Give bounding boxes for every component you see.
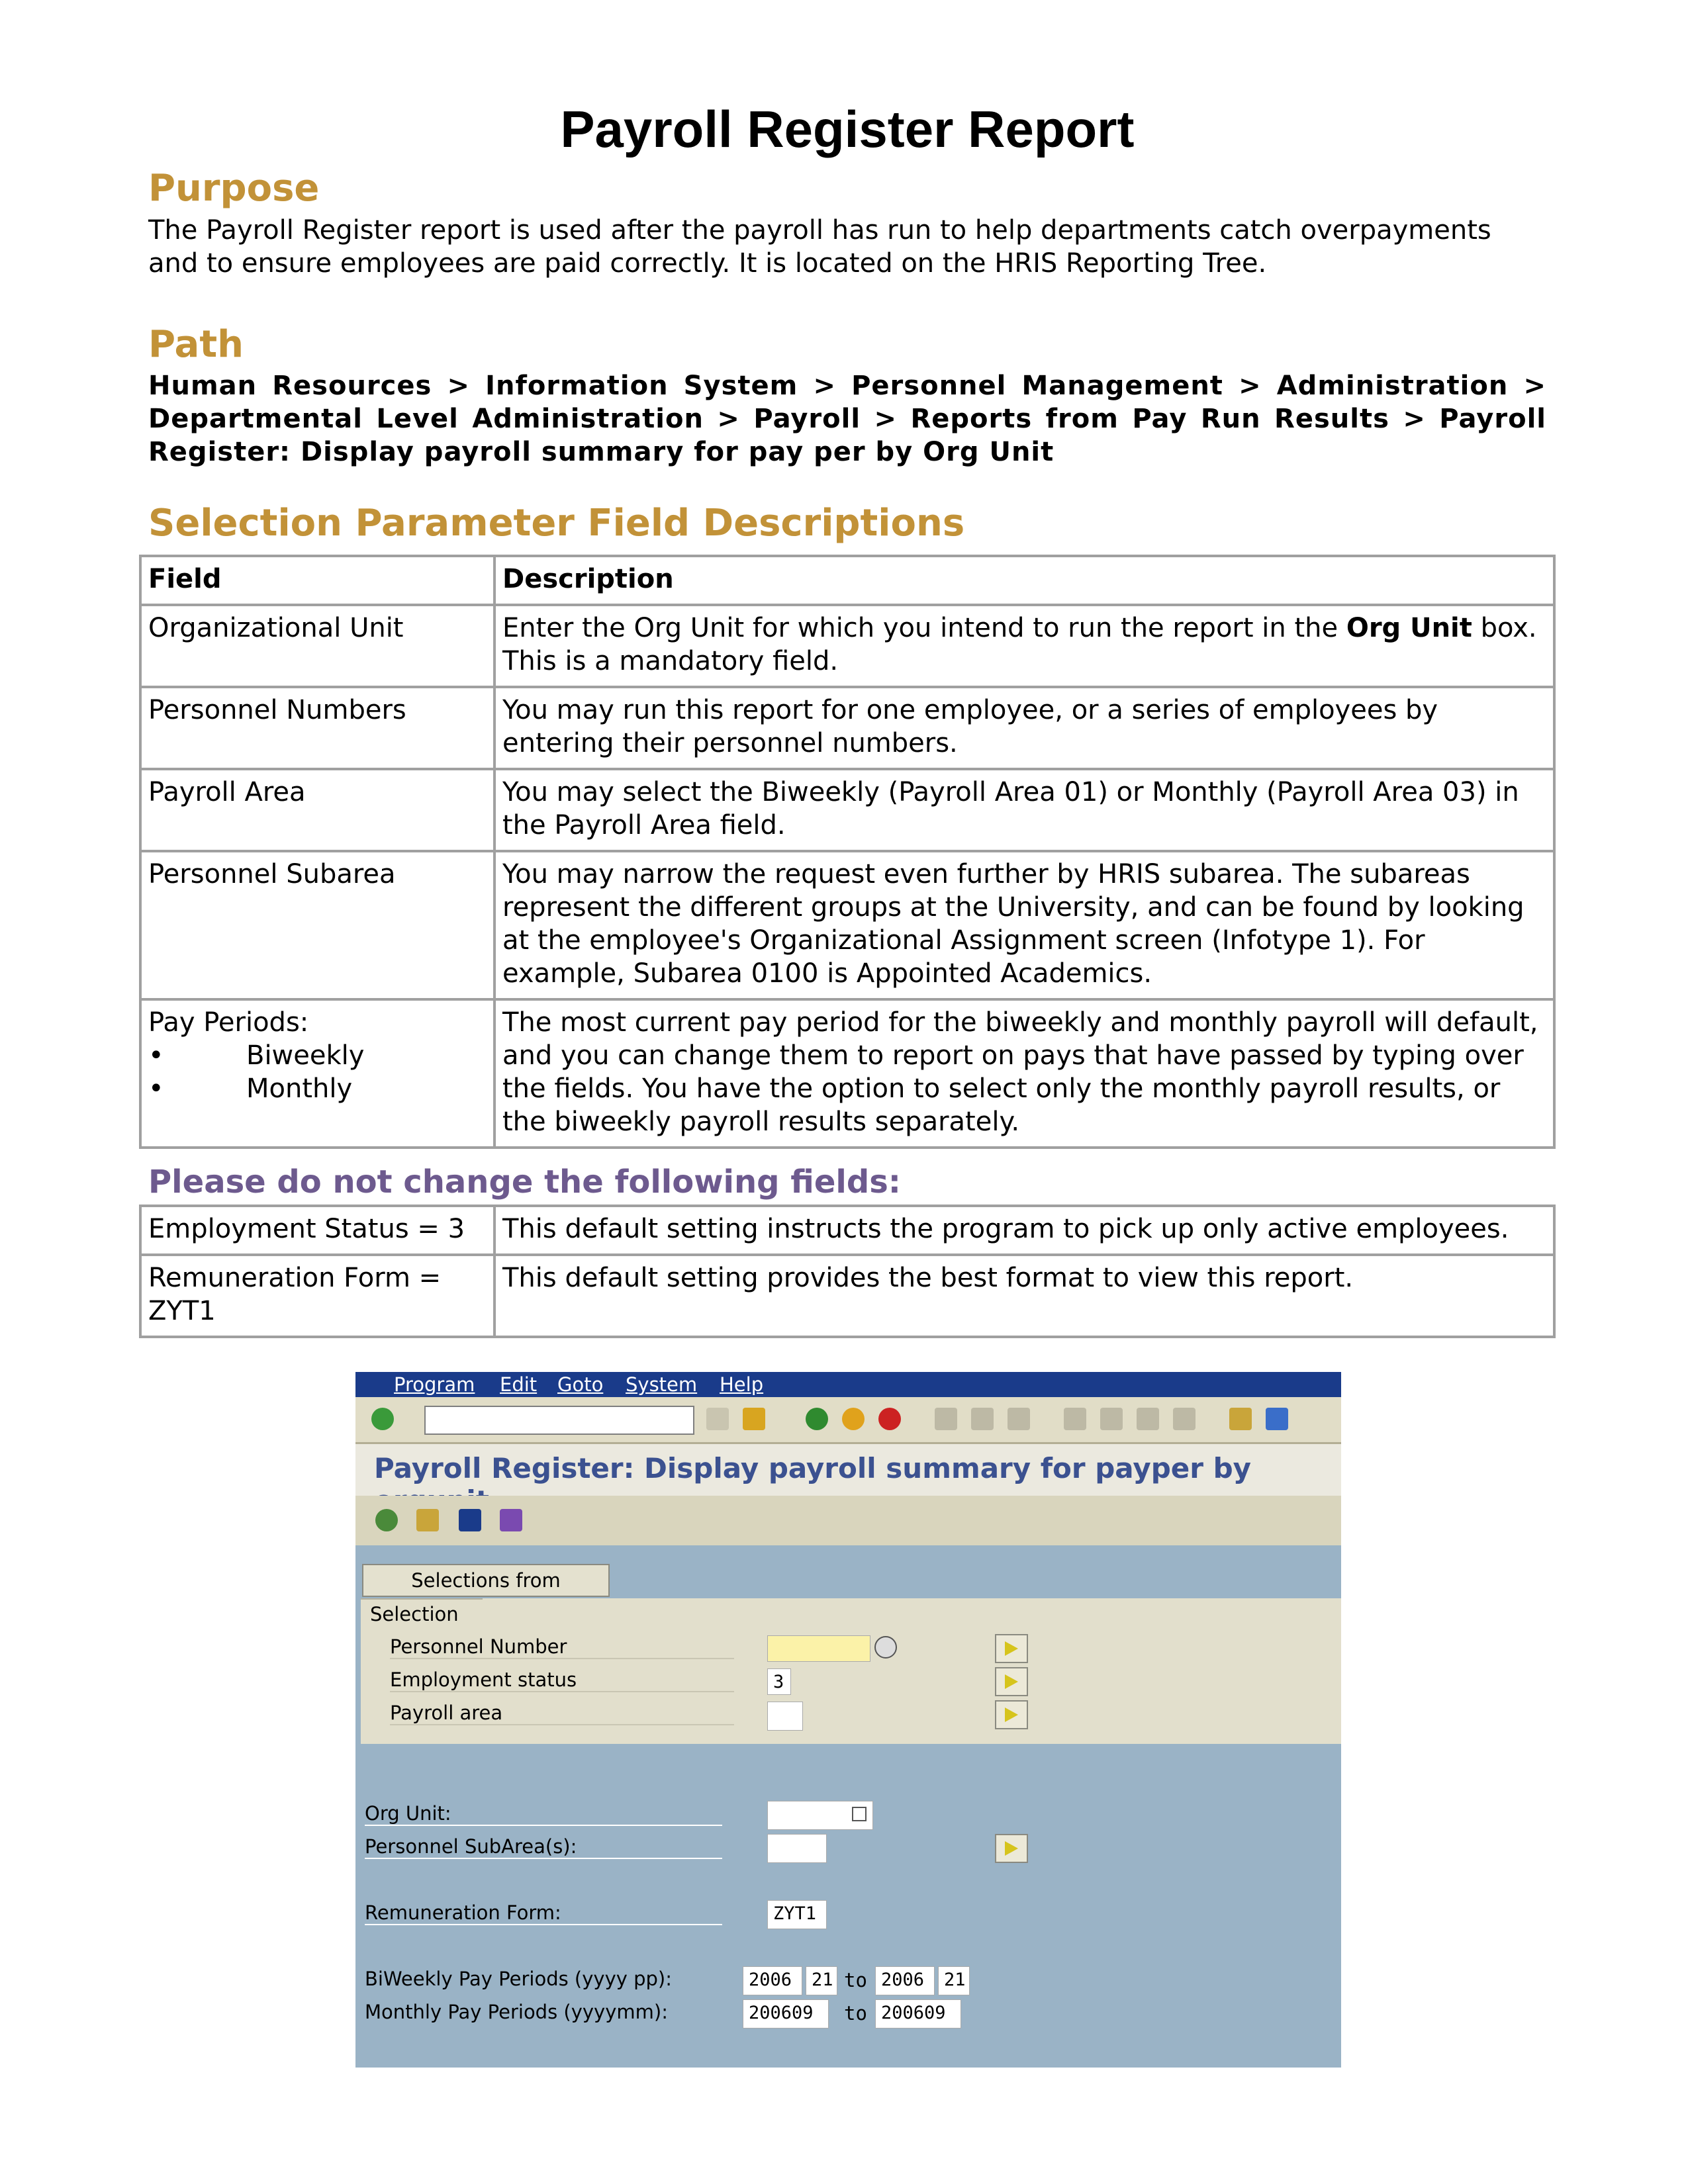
payroll-area-label: Payroll area [390,1702,734,1725]
enter-icon[interactable] [371,1408,394,1430]
to-label: to [844,1969,867,1991]
next-page-icon[interactable] [1137,1408,1159,1430]
personnel-number-label: Personnel Number [390,1635,734,1659]
find-icon[interactable] [971,1408,994,1430]
selection-parameter-table [139,555,1556,1149]
table-row [140,687,1554,769]
biweekly-from-year-input[interactable]: 2006 [743,1966,802,1995]
employment-status-label: Employment status [390,1668,734,1692]
multiple-selection-button[interactable] [995,1667,1028,1696]
selection-tab: Selection [361,1598,483,1629]
description-cell: The most current pay period for the biweekly and monthly payroll will default, and you can change them to report on pays that have passed by typing over the fields. You have the option to select only the monthly payroll results, or the biweekly payroll results separately. [494,999,1554,1148]
variant-icon[interactable] [416,1509,439,1531]
description-cell: This default setting provides the best format to view this report. [494,1255,1554,1337]
monthly-to-input[interactable]: 200609 [875,1999,961,2028]
table-row [140,1206,1554,1255]
menu-edit[interactable]: Edit [500,1373,538,1396]
sap-application-toolbar [355,1496,1341,1545]
monthly-pay-periods-label: Monthly Pay Periods (yyyymm): [365,2001,668,2023]
column-header-description: Description [494,556,1554,605]
multiple-selection-button[interactable] [995,1634,1028,1663]
field-cell: Personnel Subarea [140,851,494,999]
command-field[interactable] [424,1406,694,1435]
table-row [140,769,1554,851]
first-page-icon[interactable] [1064,1408,1086,1430]
purpose-heading: Purpose [148,167,320,210]
sap-title-bar [355,1444,1341,1496]
selections-from-button[interactable]: Selections from [362,1564,610,1597]
page-title: Payroll Register Report [560,100,1135,158]
find-next-icon[interactable] [1008,1408,1030,1430]
sap-menubar [355,1372,1341,1397]
personnel-subarea-input[interactable] [767,1834,827,1863]
description-cell: This default setting instructs the program to pick up only active employees. [494,1206,1554,1255]
field-cell: Remuneration Form = ZYT1 [140,1255,494,1337]
list-item: • Biweekly [148,1039,487,1072]
sap-screenshot [355,1372,1341,2068]
field-cell: Personnel Numbers [140,687,494,769]
information-icon[interactable] [459,1509,481,1531]
sap-standard-toolbar [355,1397,1341,1444]
personnel-number-input[interactable] [767,1635,870,1662]
biweekly-to-period-input[interactable]: 21 [938,1966,970,1995]
biweekly-to-year-input[interactable]: 2006 [875,1966,935,1995]
exit-icon[interactable] [842,1408,865,1430]
multiple-selection-button[interactable] [995,1834,1028,1863]
description-text: Enter the Org Unit for which you intend to run the report in the [502,613,1346,643]
field-cell [140,999,494,1148]
description-cell [494,605,1554,687]
field-text: Pay Periods: [148,1007,309,1038]
last-page-icon[interactable] [1173,1408,1196,1430]
employment-status-input[interactable]: 3 [767,1668,791,1695]
list-item: • Monthly [148,1072,487,1105]
bullet-list [148,1039,487,1105]
previous-page-icon[interactable] [1100,1408,1123,1430]
table-row [140,999,1554,1148]
save-icon[interactable] [743,1408,765,1430]
execute-icon[interactable] [375,1509,398,1531]
field-cell: Organizational Unit [140,605,494,687]
personnel-subarea-label: Personnel SubArea(s): [365,1835,722,1859]
description-bold-text: Org Unit [1346,613,1472,643]
multiple-selection-button[interactable] [995,1700,1028,1729]
purpose-text: The Payroll Register report is used after the payroll has run to help departments catch overpayments and to ensure employees are paid correctly. It is located on the HRIS Reporting Tree. [148,215,1491,279]
print-icon[interactable] [935,1408,957,1430]
back-arrow-icon[interactable] [706,1408,729,1430]
monthly-from-input[interactable]: 200609 [743,1999,829,2028]
path-heading: Path [148,323,244,366]
description-cell: You may select the Biweekly (Payroll Area 01) or Monthly (Payroll Area 03) in the Payroll Area field. [494,769,1554,851]
back-icon[interactable] [806,1408,828,1430]
table-header-row [140,556,1554,605]
remuneration-form-label: Remuneration Form: [365,1901,722,1925]
create-session-icon[interactable] [1229,1408,1252,1430]
description-cell: You may narrow the request even further by HRIS subarea. The subareas represent the different groups at the University, and can be found by looking at the employee's Organizational Assignment screen (Infotype 1). For example, Subarea 0100 is Appointed Academics. [494,851,1554,999]
menu-goto[interactable]: Goto [557,1373,604,1396]
description-cell: You may run this report for one employee, or a series of employees by entering their personnel numbers. [494,687,1554,769]
donotchange-heading: Please do not change the following fields: [148,1163,901,1201]
to-label: to [844,2002,867,2025]
remuneration-form-input[interactable]: ZYT1 [767,1900,827,1929]
menu-program[interactable]: Program [394,1373,475,1396]
org-unit-label: Org Unit: [365,1802,722,1826]
menu-system[interactable]: System [626,1373,698,1396]
description-text: box. This is a mandatory field. [502,613,1537,676]
field-cell: Payroll Area [140,769,494,851]
column-header-field: Field [140,556,494,605]
shortcut-icon[interactable] [1266,1408,1288,1430]
table-row [140,1255,1554,1337]
table-row [140,851,1554,999]
path-text: Human Resources > Information System > Personnel Management > Administration > Departmental Level Administration > Payroll > Reports from Pay Run Results > Payroll Register: Display payroll summary for pay per by Org Unit [148,371,1546,467]
biweekly-from-period-input[interactable]: 21 [806,1966,837,1995]
biweekly-pay-periods-label: BiWeekly Pay Periods (yyyy pp): [365,1968,673,1990]
menu-help[interactable]: Help [720,1373,764,1396]
cancel-icon[interactable] [878,1408,901,1430]
field-cell: Employment Status = 3 [140,1206,494,1255]
screen-title: Payroll Register: Display payroll summary for payper by [374,1452,1252,1484]
selection-heading: Selection Parameter Field Descriptions [148,502,965,545]
selection-options-icon[interactable] [500,1509,522,1531]
search-help-icon[interactable] [874,1636,897,1659]
donotchange-table [139,1205,1556,1338]
payroll-area-input[interactable] [767,1702,803,1731]
required-checkbox-icon [852,1807,867,1821]
table-row [140,605,1554,687]
